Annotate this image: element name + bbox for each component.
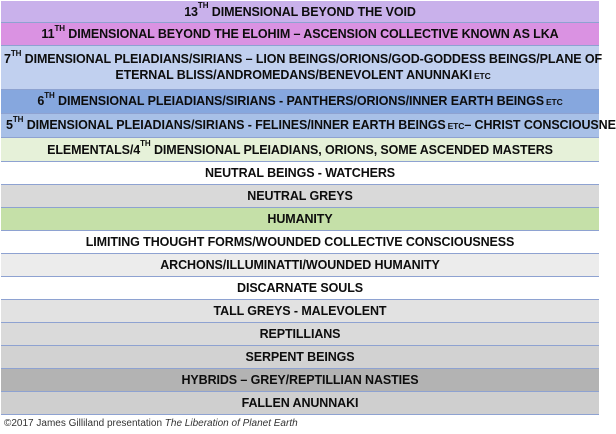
row-label: NEUTRAL GREYS [247,189,353,203]
row-neutral-beings [1,162,599,185]
row-label: LIMITING THOUGHT FORMS/WOUNDED COLLECTIVE CONSCIOUSNESS [85,235,515,249]
row-number: 7 [3,52,11,66]
row-label: SERPENT BEINGS [245,350,355,364]
row-label: TALL GREYS - MALEVOLENT [213,304,387,318]
row-label: DIMENSIONAL PLEIADIANS/SIRIANS - FELINES/INNER EARTH BEINGS [23,118,446,132]
etc-note: ETC [473,71,491,81]
copyright-text: ©2017 James Gilliland presentation [4,418,165,429]
row-label: REPTILLIANS [259,327,341,341]
row-ordinal-suffix: TH [140,139,151,149]
row-hybrids [1,369,599,392]
etc-note: ETC [545,97,563,107]
row-ordinal-suffix: TH [10,48,22,58]
row-label-line2: ETERNAL BLISS/ANDROMEDANS/BENEVOLENT ANUNNAKI [115,68,472,82]
row-archons [1,254,599,277]
row-7th-dimensional [1,46,603,90]
row-label: DIMENSIONAL BEYOND THE VOID [208,4,416,19]
hierarchy-table [1,1,616,415]
row-reptillians [1,323,599,346]
row-13th-dimensional [1,1,599,23]
row-discarnate-souls [1,277,599,300]
row-number: 13 [184,4,198,19]
row-number: 11 [41,27,55,41]
row-label: DIMENSIONAL BEYOND THE ELOHIM – ASCENSION COLLECTIVE KNOWN AS LKA [64,27,559,41]
row-label: FALLEN ANUNNAKI [241,396,359,410]
row-label: HUMANITY [267,212,333,226]
row-fallen-anunnaki [1,392,599,415]
row-label: DIMENSIONAL PLEIADIANS/SIRIANS – LION BEINGS/ORIONS/GOD-GODDESS BEINGS/PLANE OF [21,52,603,66]
row-label: NEUTRAL BEINGS - WATCHERS [204,166,396,180]
row-label: ELEMENTALS/4 [47,142,141,157]
presentation-title: The Liberation of Planet Earth [164,418,298,429]
row-ordinal-suffix: TH [54,23,65,33]
row-6th-dimensional [1,90,599,114]
row-ordinal-suffix: TH [197,1,209,11]
row-11th-dimensional [1,23,599,46]
copyright-footer [4,418,298,429]
row-number: 6 [37,94,45,108]
row-serpent-beings [1,346,599,369]
row-label-tail: – CHRIST CONSCIOUSNE [464,118,616,132]
row-ordinal-suffix: TH [12,114,24,124]
etc-note: ETC [447,121,465,131]
row-humanity [1,208,599,231]
row-label: HYBRIDS – GREY/REPTILLIAN NASTIES [181,373,419,387]
row-limiting-thought-forms [1,231,599,254]
row-ordinal-suffix: TH [44,90,55,100]
row-label: DISCARNATE SOULS [237,281,363,295]
row-label: DIMENSIONAL PLEIADIANS/SIRIANS - PANTHERS/ORIONS/INNER EARTH BEINGS [54,94,544,108]
row-neutral-greys [1,185,599,208]
row-label-continued: DIMENSIONAL PLEIADIANS, ORIONS, SOME ASCENDED MASTERS [150,142,553,157]
row-5th-dimensional [1,114,616,138]
row-label: ARCHONS/ILLUMINATTI/WOUNDED HUMANITY [160,258,440,272]
row-number: 5 [6,118,13,132]
row-elementals [1,138,599,162]
row-tall-greys [1,300,599,323]
